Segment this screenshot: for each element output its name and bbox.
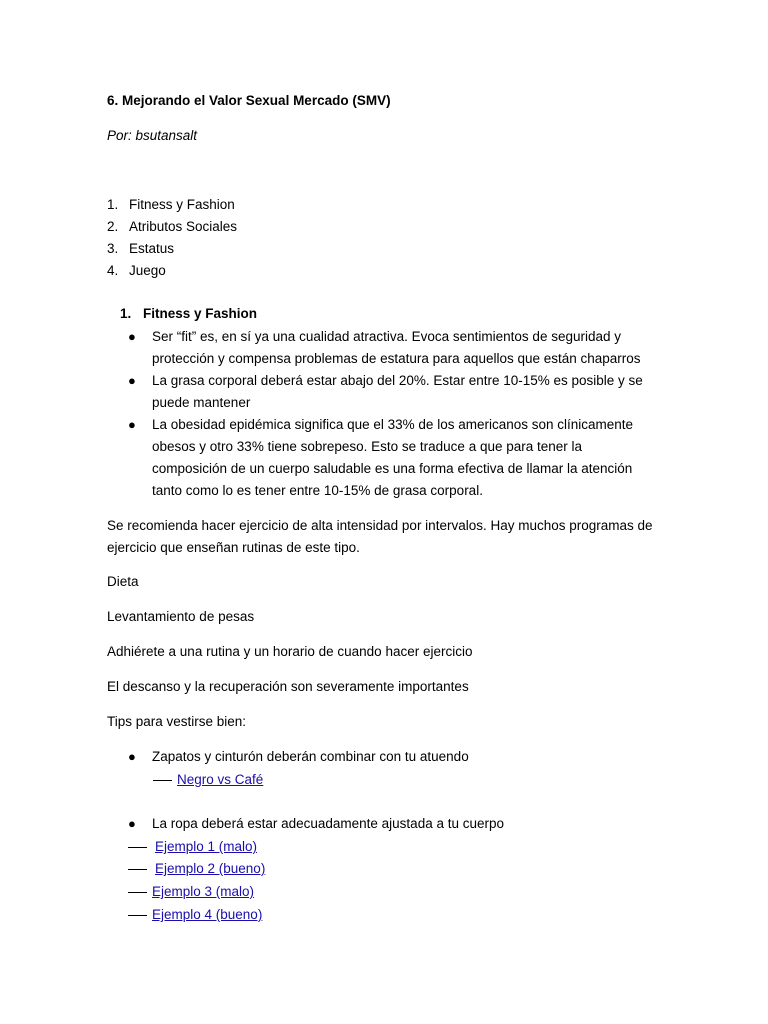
bullet-text-line: protección y compensa problemas de estatura para aquellos que están chaparros xyxy=(152,351,641,366)
dash-icon xyxy=(153,771,177,789)
paragraph-tips: Tips para vestirse bien: xyxy=(107,714,247,729)
paragraph-pesas: Levantamiento de pesas xyxy=(107,609,255,624)
tips-bullet-text: Zapatos y cinturón deberán combinar con tu atuendo xyxy=(152,749,469,764)
paragraph-line: Se recomienda hacer ejercicio de alta intensidad por intervalos. Hay muchos programas de xyxy=(107,518,653,533)
bullet-icon: ● xyxy=(128,417,136,432)
document-author: Por: bsutansalt xyxy=(107,128,198,143)
dash-icon xyxy=(128,860,152,878)
bullet-icon: ● xyxy=(128,816,136,831)
bullet-text-line: composición de un cuerpo saludable es una forma efectiva de llamar la atención xyxy=(152,461,633,476)
link-ejemplo-3[interactable]: Ejemplo 3 (malo) xyxy=(152,884,255,899)
paragraph-line: ejercicio que enseñan rutinas de este tipo. xyxy=(107,540,360,555)
link-ejemplo-4[interactable]: Ejemplo 4 (bueno) xyxy=(152,907,263,922)
bullet-text-line: La obesidad epidémica significa que el 33% de los americanos son clínicamente xyxy=(152,417,634,432)
toc-number: 3. xyxy=(107,241,119,256)
paragraph-rutina: Adhiérete a una rutina y un horario de cuando hacer ejercicio xyxy=(107,644,473,659)
bullet-icon: ● xyxy=(128,749,136,764)
link-ejemplo-1[interactable]: Ejemplo 1 (malo) xyxy=(155,839,258,854)
document-title: 6. Mejorando el Valor Sexual Mercado (SMV) xyxy=(107,93,391,108)
paragraph-descanso: El descanso y la recuperación son severamente importantes xyxy=(107,679,469,694)
toc-number: 2. xyxy=(107,219,119,234)
link-negro-vs-cafe[interactable]: Negro vs Café xyxy=(177,772,264,787)
bullet-icon: ● xyxy=(128,373,136,388)
bullet-icon: ● xyxy=(128,329,136,344)
dash-icon xyxy=(128,883,152,901)
toc-number: 1. xyxy=(107,197,119,212)
toc-item: Estatus xyxy=(129,241,175,256)
section-heading: Fitness y Fashion xyxy=(143,306,258,321)
paragraph-dieta: Dieta xyxy=(107,574,139,589)
toc-item: Juego xyxy=(129,263,166,278)
toc-item: Fitness y Fashion xyxy=(129,197,235,212)
link-ejemplo-2[interactable]: Ejemplo 2 (bueno) xyxy=(155,861,266,876)
tips-bullet-text: La ropa deberá estar adecuadamente ajustada a tu cuerpo xyxy=(152,816,505,831)
bullet-text-line: Ser “fit” es, en sí ya una cualidad atractiva. Evoca sentimientos de seguridad y xyxy=(152,329,621,344)
bullet-text-line: puede mantener xyxy=(152,395,251,410)
bullet-text-line: obesos y otro 33% tiene sobrepeso. Esto se traduce a que para tener la xyxy=(152,439,583,454)
section-number: 1. xyxy=(120,306,132,321)
bullet-text-line: La grasa corporal deberá estar abajo del 20%. Estar entre 10-15% es posible y se xyxy=(152,373,643,388)
toc-item: Atributos Sociales xyxy=(129,219,238,234)
dash-icon xyxy=(128,906,152,924)
dash-icon xyxy=(128,838,152,856)
toc-number: 4. xyxy=(107,263,119,278)
bullet-text-line: tanto como lo es tener entre 10-15% de grasa corporal. xyxy=(152,483,483,498)
